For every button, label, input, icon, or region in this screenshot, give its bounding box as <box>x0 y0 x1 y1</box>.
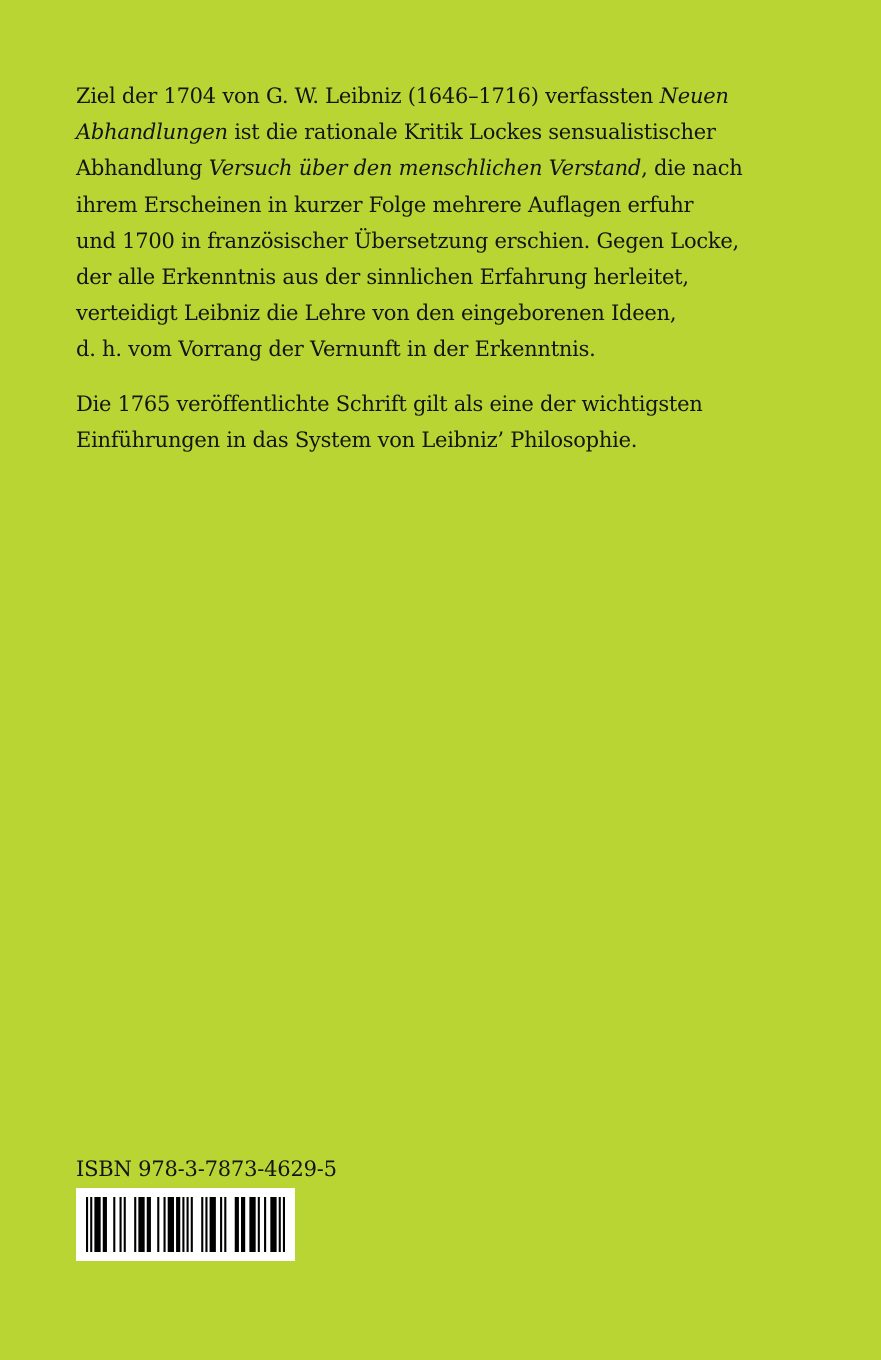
italic-title-segment: Versuch über den menschlichen Verstand <box>208 156 642 181</box>
barcode <box>76 1188 295 1261</box>
barcode-bar <box>157 1197 159 1252</box>
barcode-bar <box>147 1197 151 1252</box>
barcode-bar <box>113 1197 115 1252</box>
blurb-line <box>76 150 756 186</box>
text-segment: d. h. vom Vorrang der Vernunft in der Erkenntnis. <box>76 337 596 362</box>
barcode-bar <box>270 1197 276 1252</box>
blurb-paragraph-2 <box>76 386 756 458</box>
barcode-bar <box>205 1197 207 1252</box>
barcode-bar <box>138 1197 144 1252</box>
text-segment: Ziel der 1704 von G. W. Leibniz (1646–1716) verfassten <box>76 84 660 108</box>
barcode-bar <box>134 1197 136 1252</box>
blurb-line <box>76 223 756 259</box>
text-segment: ist die rationale Kritik Lockes sensualistischer <box>227 120 716 145</box>
blurb-line <box>76 114 756 150</box>
text-segment: , die nach <box>641 156 743 181</box>
text-segment: der alle Erkenntnis aus der sinnlichen Erfahrung herleitet, <box>76 265 689 290</box>
barcode-bar <box>235 1197 239 1252</box>
italic-title-segment: Abhandlungen <box>76 120 228 145</box>
text-segment: ihrem Erscheinen in kurzer Folge mehrere Auflagen erfuhr <box>76 192 694 217</box>
barcode-bar <box>86 1197 88 1252</box>
blurb-line <box>76 78 756 114</box>
text-segment: Abhandlung <box>76 156 209 181</box>
barcode-bar <box>279 1197 281 1252</box>
blurb-line <box>76 259 756 295</box>
barcode-bar <box>164 1197 166 1252</box>
barcode-bar <box>220 1197 222 1252</box>
italic-title-segment: Neuen <box>659 84 729 108</box>
blurb-line <box>76 295 756 331</box>
text-segment: Die 1765 veröffentlichte Schrift gilt als eine der wichtigsten <box>76 391 703 416</box>
isbn-number: ISBN 978-3-7873-4629-5 <box>76 1157 337 1181</box>
barcode-bar <box>176 1197 180 1252</box>
barcode-bar <box>168 1197 174 1252</box>
barcode-bar <box>264 1197 266 1252</box>
barcode-bar <box>201 1197 203 1252</box>
barcode-bar <box>124 1197 126 1252</box>
barcode-bar <box>120 1197 122 1252</box>
text-segment: und 1700 in französischer Übersetzung erschien. Gegen Locke, <box>76 228 739 253</box>
barcode-bar <box>249 1197 255 1252</box>
text-segment: Einführungen in das System von Leibniz’ Philosophie. <box>76 427 638 452</box>
barcode-bar <box>224 1197 226 1252</box>
blurb-paragraph-1 <box>76 78 756 368</box>
barcode-bar <box>210 1197 216 1252</box>
text-segment: verteidigt Leibniz die Lehre von den eingeborenen Ideen, <box>76 301 677 326</box>
barcode-bar <box>187 1197 189 1252</box>
barcode-bars <box>86 1197 285 1252</box>
barcode-bar <box>191 1197 193 1252</box>
blurb-line <box>76 187 756 223</box>
blurb-text <box>76 78 756 458</box>
blurb-line <box>76 422 756 458</box>
barcode-bar <box>90 1197 92 1252</box>
barcode-bar <box>94 1197 100 1252</box>
barcode-bar <box>103 1197 107 1252</box>
barcode-bar <box>258 1197 260 1252</box>
blurb-line <box>76 386 756 422</box>
blurb-line <box>76 331 756 367</box>
barcode-bar <box>241 1197 245 1252</box>
barcode-bar <box>182 1197 184 1252</box>
barcode-bar <box>283 1197 285 1252</box>
